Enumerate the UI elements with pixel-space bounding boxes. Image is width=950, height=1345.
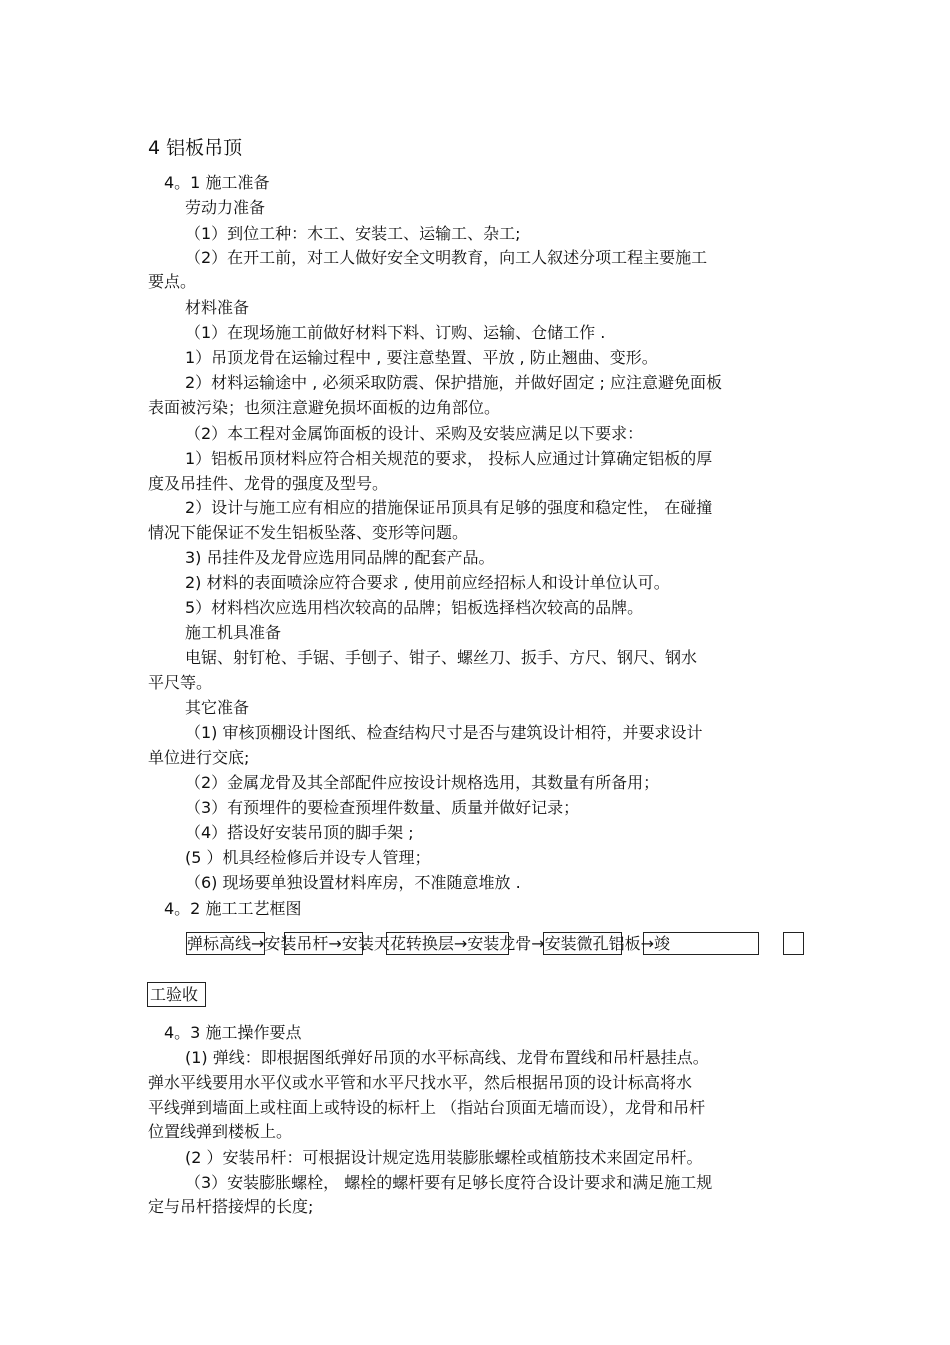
paragraph-line: （2）金属龙骨及其全部配件应按设计规格选用，其数量有所备用； — [185, 773, 660, 792]
heading-4-1: 4。1 施工准备 — [164, 173, 270, 192]
paragraph-line: (2 ）安装吊杆：可根据设计规定选用装膨胀螺栓或植筋技术来固定吊杆。 — [185, 1148, 703, 1167]
paragraph-line: 平尺等。 — [148, 673, 213, 692]
paragraph-line: 2) 材料的表面喷涂应符合要求 , 使用前应经招标人和设计单位认可。 — [185, 573, 670, 592]
paragraph-line: 定与吊杆搭接焊的长度; — [148, 1197, 314, 1216]
subheading-tools: 施工机具准备 — [185, 623, 282, 642]
paragraph-line: (5 ）机具经检修后并设专人管理； — [185, 848, 431, 867]
paragraph-line: 情况下能保证不发生铝板坠落、变形等问题。 — [148, 523, 469, 542]
flow-end-text: 工验收 — [150, 985, 199, 1004]
paragraph-line: （3）安装膨胀螺栓， 螺栓的螺杆要有足够长度符合设计要求和满足施工规 — [185, 1173, 713, 1192]
paragraph-line: 1）吊顶龙骨在运输过程中 , 要注意垫置、平放 , 防止翘曲、变形。 — [185, 348, 658, 367]
paragraph-line: 要点。 — [148, 272, 197, 291]
paragraph-line: 3) 吊挂件及龙骨应选用同品牌的配套产品。 — [185, 548, 495, 567]
paragraph-line: 弹水平线要用水平仪或水平管和水平尺找水平，然后根据吊顶的设计标高将水 — [148, 1073, 693, 1092]
paragraph-line: （1）到位工种：木工、安装工、运输工、杂工; — [185, 224, 521, 243]
paragraph-line: 位置线弹到楼板上。 — [148, 1122, 293, 1141]
section-title: 4 铝板吊顶 — [148, 137, 243, 159]
paragraph-line: 电锯、射钉枪、手锯、手刨子、钳子、螺丝刀、扳手、方尺、钢尺、钢水 — [185, 648, 698, 667]
paragraph-line: 2）材料运输途中 , 必须采取防震、保护措施，并做好固定 ; 应注意避免面板 — [185, 373, 723, 392]
paragraph-line: （4）搭设好安装吊顶的脚手架 ; — [185, 823, 414, 842]
paragraph-line: 平线弹到墙面上或柱面上或特设的标杆上 （指站台顶面无墙而设），龙骨和吊杆 — [148, 1098, 706, 1117]
subheading-other: 其它准备 — [185, 698, 250, 717]
subheading-materials: 材料准备 — [185, 298, 250, 317]
paragraph-line: （6) 现场要单独设置材料库房，不准随意堆放 . — [185, 873, 521, 892]
flow-box — [783, 932, 804, 955]
paragraph-line: （2）本工程对金属饰面板的设计、采购及安装应满足以下要求： — [185, 424, 644, 443]
paragraph-line: 5）材料档次应选用档次较高的品牌；铝板选择档次较高的品牌。 — [185, 598, 644, 617]
paragraph-line: 表面被污染；也须注意避免损坏面板的边角部位。 — [148, 398, 501, 417]
heading-4-3: 4。3 施工操作要点 — [164, 1023, 302, 1042]
paragraph-line: （2）在开工前，对工人做好安全文明教育，向工人叙述分项工程主要施工 — [185, 248, 708, 267]
paragraph-line: （1）在现场施工前做好材料下料、订购、运输、仓储工作 . — [185, 323, 606, 342]
paragraph-line: 1）铝板吊顶材料应符合相关规范的要求， 投标人应通过计算确定铝板的厚 — [185, 449, 713, 468]
paragraph-line: (1) 弹线：即根据图纸弹好吊顶的水平标高线、龙骨布置线和吊杆悬挂点。 — [185, 1048, 709, 1067]
paragraph-line: （3）有预埋件的要检查预埋件数量、质量并做好记录； — [185, 798, 580, 817]
heading-4-2: 4。2 施工工艺框图 — [164, 899, 302, 918]
paragraph-line: 单位进行交底; — [148, 748, 250, 767]
paragraph-line: （1) 审核顶棚设计图纸、检查结构尺寸是否与建筑设计相符，并要求设计 — [185, 723, 703, 742]
subheading-labor: 劳动力准备 — [185, 198, 266, 217]
paragraph-line: 2）设计与施工应有相应的措施保证吊顶具有足够的强度和稳定性， 在碰撞 — [185, 498, 713, 517]
paragraph-line: 度及吊挂件、龙骨的强度及型号。 — [148, 474, 389, 493]
flow-line-text: 弹标高线→安装吊杆→安装天花转换层→安装龙骨→安装微孔铝板→竣 — [187, 934, 671, 953]
